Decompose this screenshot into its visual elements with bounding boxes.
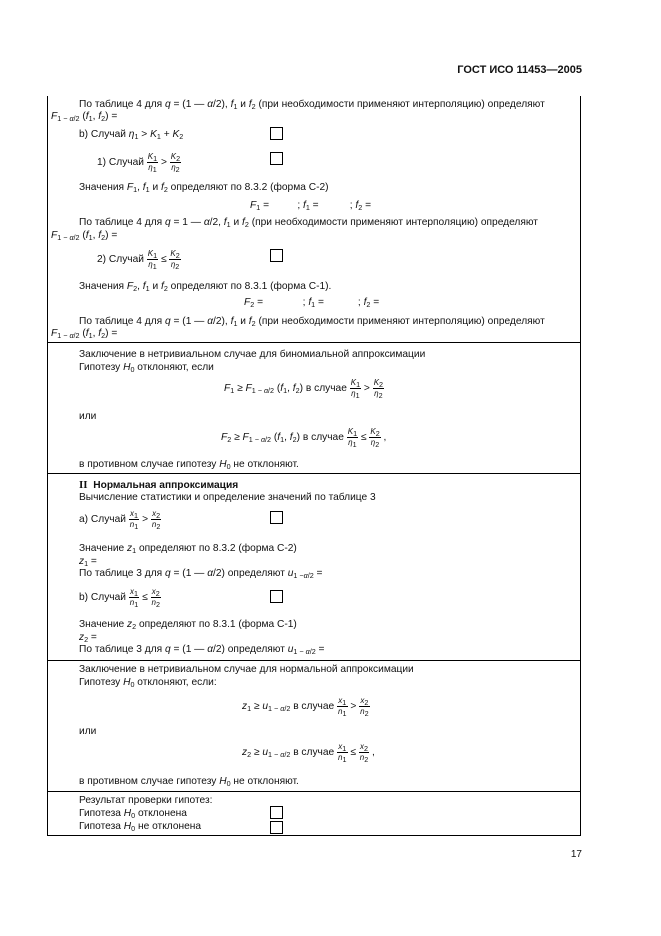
- divider: [48, 342, 580, 343]
- or-label: или: [79, 726, 97, 737]
- interp-line-3: По таблице 4 для q = (1 — α/2), $f_1$ и $f_2$ (при необходимости применяют интерполяцию) определяют: [79, 316, 545, 328]
- normal-approx-subtitle: Вычисление статистики и определение значений по таблице 3: [79, 492, 376, 503]
- checkbox-case-a[interactable]: [270, 511, 283, 524]
- checkbox-case-b[interactable]: [270, 127, 283, 140]
- case-b-ratio: b) Случай $\frac{x_1}{n_1}$ ≤ $\frac{x_2}{n_2}$: [79, 586, 160, 609]
- values-f2-line: Значения $F_2$, $f_1$ и $f_2$ определяют по 8.3.1 (форма С-1).: [79, 281, 332, 293]
- normal-condition-2: $z_2 \ge u_{1 - \alpha/2}$ в случае $\frac{x_1}{n_1}$ ≤ $\frac{x_2}{n_2}$ ,: [242, 741, 375, 764]
- or-label: или: [79, 411, 97, 422]
- interp-line-1a: По таблице 4 для q = (1 — α/2), $f_1$ и $f_2$ (при необходимости применяют интерполяцию) определяют: [79, 99, 545, 111]
- normal-conclusion-title: Заключение в нетривиальном случае для нормальной аппроксимации: [79, 664, 414, 675]
- result-rejected-label: Гипотеза $H_0$ отклонена: [79, 808, 187, 820]
- case-a-ratio: a) Случай $\frac{x_1}{n_1}$ > $\frac{x_2}{n_2}$: [79, 508, 161, 531]
- normal-condition-1: $z_1 \ge u_{1 - \alpha/2}$ в случае $\frac{x_1}{n_1}$ > $\frac{x_2}{n_2}$: [242, 695, 369, 718]
- case-2-ratio: 2) Случай $\frac{K_1}{\eta_1}$ ≤ $\frac{K_2}{\eta_2}$: [97, 248, 180, 271]
- z1-value: $z_1$ =: [79, 556, 97, 568]
- normal-approx-title: II Нормальная аппроксимация: [79, 479, 239, 491]
- page-number: 17: [570, 849, 582, 860]
- u-value-1: По таблице 3 для q = (1 — α/2) определяют $u_{1 -\alpha/2}$ =: [79, 568, 323, 580]
- interp-line-2: По таблице 4 для q = 1 — α/2, $f_1$ и $f_2$ (при необходимости применяют интерполяцию) определяют: [79, 217, 538, 229]
- z2-ref: Значение $z_2$ определяют по 8.3.1 (форма С-1): [79, 619, 297, 631]
- checkbox-not-rejected[interactable]: [270, 821, 283, 834]
- case-b-eta: b) Случай $\eta_1 > K_1 + K_2$: [79, 129, 184, 141]
- z2-value: $z_2$ =: [79, 632, 97, 644]
- interp-result-3: $F_{1 - \alpha/2}$ ($f_1$, $f_2$) =: [51, 328, 118, 340]
- document-code: ГОСТ ИСО 11453—2005: [457, 64, 582, 76]
- values-f2-blanks: $F_2$ = ; $f_1$ = ; $f_2$ =: [244, 297, 380, 309]
- checkbox-case-1[interactable]: [270, 152, 283, 165]
- interp-result-2: $F_{1 - \alpha/2}$ ($f_1$, $f_2$) =: [51, 230, 118, 242]
- binomial-condition-2: $F_2 \ge F_{1 - \alpha/2}$ ($f_1$, $f_2$) в случае $\frac{K_1}{\eta_1}$ ≤ $\frac{K_2}{\eta_2}$ ,: [221, 426, 387, 449]
- form-table: [47, 96, 581, 836]
- values-f1-line: Значения $F_1$, $f_1$ и $f_2$ определяют по 8.3.2 (форма С-2): [79, 182, 329, 194]
- z1-ref: Значение $z_1$ определяют по 8.3.2 (форма С-2): [79, 543, 297, 555]
- result-title: Результат проверки гипотез:: [79, 795, 213, 806]
- case-1-ratio: 1) Случай $\frac{K_1}{\eta_1}$ > $\frac{K_2}{\eta_2}$: [97, 151, 181, 174]
- normal-otherwise: в противном случае гипотезу $H_0$ не отклоняют.: [79, 776, 299, 788]
- binomial-reject-if: Гипотезу $H_0$ отклоняют, если: [79, 362, 214, 374]
- checkbox-case-b-normal[interactable]: [270, 590, 283, 603]
- values-f1-blanks: $F_1$ = ; $f_1$ = ; $f_2$ =: [250, 200, 372, 212]
- binomial-conclusion-title: Заключение в нетривиальном случае для биномиальной аппроксимации: [79, 349, 426, 360]
- u-value-2: По таблице 3 для q = (1 — α/2) определяют $u_{1 - \alpha/2}$ =: [79, 644, 325, 656]
- normal-reject-if: Гипотезу $H_0$ отклоняют, если:: [79, 677, 217, 689]
- result-not-rejected-label: Гипотеза $H_0$ не отклонена: [79, 821, 202, 833]
- divider: [48, 660, 580, 661]
- divider: [48, 791, 580, 792]
- checkbox-rejected[interactable]: [270, 806, 283, 819]
- binomial-condition-1: $F_1 \ge F_{1 - \alpha/2}$ ($f_1$, $f_2$) в случае $\frac{K_1}{\eta_1}$ > $\frac{K_2}{\eta_2}$: [224, 377, 384, 400]
- interp-result-1a: $F_{1 - \alpha/2}$ ($f_1$, $f_2$) =: [51, 111, 118, 123]
- checkbox-case-2[interactable]: [270, 249, 283, 262]
- divider: [48, 473, 580, 474]
- binomial-otherwise: в противном случае гипотезу $H_0$ не отклоняют.: [79, 459, 299, 471]
